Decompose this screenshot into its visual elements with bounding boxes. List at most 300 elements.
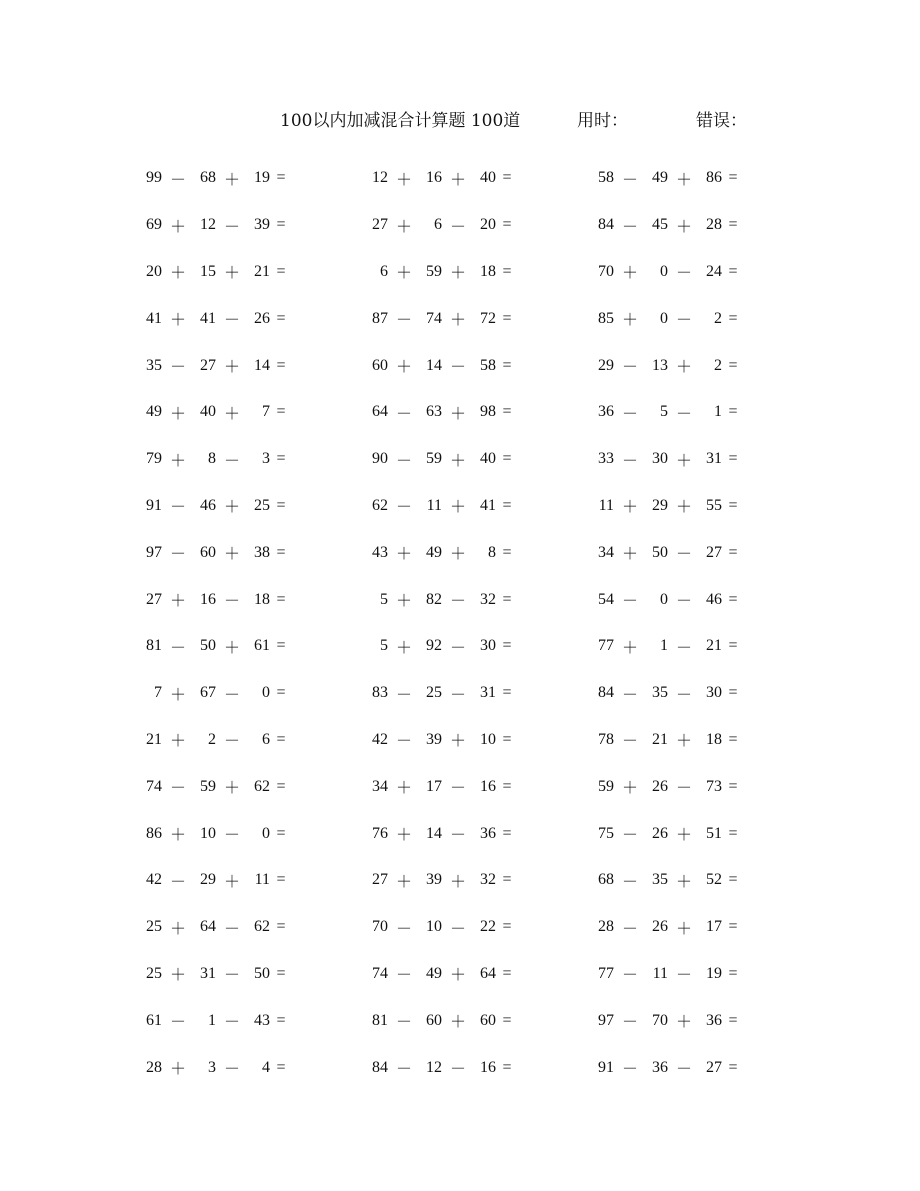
operand-c: 32 [480, 871, 496, 889]
operand-a: 74 [146, 777, 162, 795]
operand-a: 83 [372, 684, 388, 702]
problem-row [140, 951, 340, 998]
operand-b: 39 [426, 871, 442, 889]
operator-2: ＋ [675, 169, 692, 189]
operand-c: 22 [480, 918, 496, 936]
operand-a: 59 [598, 777, 614, 795]
operator-2: － [223, 731, 240, 751]
operator-2: ＋ [223, 778, 240, 798]
problem-row [592, 529, 792, 576]
operand-c: 31 [480, 684, 496, 702]
operator-2: ＋ [675, 731, 692, 751]
operand-c: 30 [480, 637, 496, 655]
operand-a: 33 [598, 450, 614, 468]
problem-row [366, 576, 566, 623]
operand-c: 72 [480, 309, 496, 327]
equals-sign: = [728, 450, 738, 468]
equals-sign: = [502, 169, 512, 187]
problem-row [140, 529, 340, 576]
equals-sign: = [728, 590, 738, 608]
operand-b: 11 [426, 496, 442, 514]
operator-1: － [621, 169, 638, 189]
problem-row [366, 904, 566, 951]
operator-1: ＋ [395, 871, 412, 891]
equals-sign: = [728, 356, 738, 374]
operator-2: － [675, 544, 692, 564]
operand-a: 87 [372, 309, 388, 327]
operator-2: － [223, 918, 240, 938]
operator-1: ＋ [169, 825, 186, 845]
operator-1: ＋ [621, 310, 638, 330]
equals-sign: = [502, 309, 512, 327]
operand-a: 76 [372, 824, 388, 842]
operator-1: － [621, 731, 638, 751]
operator-2: ＋ [675, 216, 692, 236]
operator-2: ＋ [449, 310, 466, 330]
problem-row [592, 576, 792, 623]
problem-row [592, 951, 792, 998]
equals-sign: = [276, 824, 286, 842]
operand-a: 68 [598, 871, 614, 889]
problem-row [592, 857, 792, 904]
error-label: 错误： [696, 111, 747, 131]
operand-c: 86 [706, 169, 722, 187]
operand-b: 3 [208, 1058, 216, 1076]
operand-a: 28 [598, 918, 614, 936]
problem-row [592, 389, 792, 436]
operand-c: 58 [480, 356, 496, 374]
operand-a: 25 [146, 918, 162, 936]
equals-sign: = [276, 918, 286, 936]
operand-a: 34 [598, 543, 614, 561]
operand-b: 74 [426, 309, 442, 327]
problem-row [592, 483, 792, 530]
operand-b: 14 [426, 356, 442, 374]
operand-b: 64 [200, 918, 216, 936]
operand-a: 21 [146, 730, 162, 748]
problem-row [140, 1044, 340, 1091]
equals-sign: = [276, 684, 286, 702]
operand-a: 27 [372, 871, 388, 889]
problem-row [140, 670, 340, 717]
operator-2: ＋ [449, 263, 466, 283]
operator-2: － [449, 1059, 466, 1079]
operand-b: 10 [426, 918, 442, 936]
problem-row [140, 155, 340, 202]
operator-2: － [675, 263, 692, 283]
operand-a: 42 [146, 871, 162, 889]
equals-sign: = [502, 450, 512, 468]
operator-2: － [223, 965, 240, 985]
equals-sign: = [276, 356, 286, 374]
operand-b: 35 [652, 871, 668, 889]
operand-b: 68 [200, 169, 216, 187]
operand-c: 43 [254, 1011, 270, 1029]
operator-2: － [223, 216, 240, 236]
operand-c: 2 [714, 356, 722, 374]
operand-a: 61 [146, 1011, 162, 1029]
equals-sign: = [502, 730, 512, 748]
operator-2: － [449, 918, 466, 938]
operator-2: ＋ [223, 357, 240, 377]
operand-b: 41 [200, 309, 216, 327]
operand-a: 91 [598, 1058, 614, 1076]
equals-sign: = [728, 543, 738, 561]
operand-b: 63 [426, 403, 442, 421]
operator-2: ＋ [223, 871, 240, 891]
problem-row [140, 904, 340, 951]
operand-b: 49 [652, 169, 668, 187]
operator-1: － [395, 731, 412, 751]
operator-2: ＋ [675, 357, 692, 377]
operand-a: 43 [372, 543, 388, 561]
operator-1: － [621, 918, 638, 938]
operand-b: 2 [208, 730, 216, 748]
operand-b: 11 [652, 964, 668, 982]
operator-2: － [675, 1059, 692, 1079]
operator-2: ＋ [675, 1012, 692, 1032]
problem-row [366, 717, 566, 764]
operand-c: 36 [706, 1011, 722, 1029]
operand-b: 35 [652, 684, 668, 702]
operand-c: 38 [254, 543, 270, 561]
operand-b: 10 [200, 824, 216, 842]
operator-2: － [675, 778, 692, 798]
operand-c: 7 [262, 403, 270, 421]
operator-2: ＋ [449, 450, 466, 470]
operator-2: ＋ [675, 450, 692, 470]
operand-a: 29 [598, 356, 614, 374]
operator-1: － [621, 871, 638, 891]
operand-b: 17 [426, 777, 442, 795]
operand-b: 27 [200, 356, 216, 374]
operand-c: 0 [262, 684, 270, 702]
operand-b: 26 [652, 777, 668, 795]
operand-c: 36 [480, 824, 496, 842]
operand-a: 78 [598, 730, 614, 748]
operator-1: － [169, 871, 186, 891]
operator-2: － [675, 310, 692, 330]
operand-a: 81 [146, 637, 162, 655]
operator-2: ＋ [223, 169, 240, 189]
operand-b: 70 [652, 1011, 668, 1029]
operator-2: － [449, 357, 466, 377]
equals-sign: = [502, 543, 512, 561]
equals-sign: = [276, 1058, 286, 1076]
problem-row [366, 202, 566, 249]
problem-row [592, 670, 792, 717]
operand-a: 97 [598, 1011, 614, 1029]
equals-sign: = [502, 356, 512, 374]
operand-a: 35 [146, 356, 162, 374]
equals-sign: = [728, 496, 738, 514]
operand-c: 55 [706, 496, 722, 514]
equals-sign: = [276, 169, 286, 187]
operator-1: － [169, 1012, 186, 1032]
equals-sign: = [728, 216, 738, 234]
operand-a: 77 [598, 637, 614, 655]
problem-row [366, 997, 566, 1044]
operand-c: 60 [480, 1011, 496, 1029]
operand-b: 45 [652, 216, 668, 234]
operator-2: － [449, 216, 466, 236]
operator-2: － [223, 450, 240, 470]
problem-row [140, 483, 340, 530]
equals-sign: = [502, 590, 512, 608]
operand-a: 90 [372, 450, 388, 468]
operand-a: 34 [372, 777, 388, 795]
operator-1: ＋ [621, 778, 638, 798]
equals-sign: = [276, 450, 286, 468]
operand-c: 32 [480, 590, 496, 608]
operand-b: 40 [200, 403, 216, 421]
operand-a: 84 [598, 684, 614, 702]
operand-c: 98 [480, 403, 496, 421]
operand-c: 27 [706, 1058, 722, 1076]
operand-b: 1 [208, 1011, 216, 1029]
operator-1: － [621, 825, 638, 845]
operand-c: 64 [480, 964, 496, 982]
equals-sign: = [276, 543, 286, 561]
operator-1: － [621, 591, 638, 611]
equals-sign: = [728, 730, 738, 748]
operand-b: 12 [200, 216, 216, 234]
equals-sign: = [276, 964, 286, 982]
operand-a: 27 [146, 590, 162, 608]
operand-b: 36 [652, 1058, 668, 1076]
operator-1: ＋ [169, 1059, 186, 1079]
operator-1: ＋ [395, 591, 412, 611]
operand-c: 2 [714, 309, 722, 327]
problem-row [592, 436, 792, 483]
operand-c: 62 [254, 777, 270, 795]
problem-row [140, 436, 340, 483]
operator-2: ＋ [449, 169, 466, 189]
operand-c: 4 [262, 1058, 270, 1076]
equals-sign: = [276, 777, 286, 795]
operator-1: ＋ [395, 357, 412, 377]
operand-b: 59 [426, 450, 442, 468]
problem-row [366, 623, 566, 670]
operand-a: 91 [146, 496, 162, 514]
problem-column-1 [140, 155, 340, 1091]
operand-c: 39 [254, 216, 270, 234]
equals-sign: = [276, 309, 286, 327]
equals-sign: = [276, 1011, 286, 1029]
operand-a: 20 [146, 262, 162, 280]
equals-sign: = [502, 1011, 512, 1029]
problem-row [592, 342, 792, 389]
operator-1: ＋ [169, 684, 186, 704]
operand-b: 46 [200, 496, 216, 514]
equals-sign: = [502, 637, 512, 655]
operand-b: 60 [426, 1011, 442, 1029]
operator-2: ＋ [449, 871, 466, 891]
operand-b: 67 [200, 684, 216, 702]
operator-1: － [621, 1012, 638, 1032]
worksheet-title: 100以内加减混合计算题 100道 [280, 111, 521, 131]
operator-1: ＋ [395, 169, 412, 189]
problem-row [140, 389, 340, 436]
operand-a: 7 [154, 684, 162, 702]
operator-1: ＋ [169, 216, 186, 236]
equals-sign: = [502, 496, 512, 514]
operator-2: ＋ [223, 544, 240, 564]
operand-c: 27 [706, 543, 722, 561]
operator-1: － [169, 357, 186, 377]
problem-row [366, 483, 566, 530]
operator-1: － [621, 450, 638, 470]
problem-column-2 [366, 155, 566, 1091]
operator-1: － [169, 637, 186, 657]
operand-a: 54 [598, 590, 614, 608]
operator-2: ＋ [449, 497, 466, 517]
problem-row [140, 997, 340, 1044]
problem-row [592, 1044, 792, 1091]
operand-a: 5 [380, 590, 388, 608]
problem-row [140, 623, 340, 670]
operand-a: 85 [598, 309, 614, 327]
operator-2: － [675, 684, 692, 704]
equals-sign: = [502, 871, 512, 889]
operator-1: － [395, 403, 412, 423]
equals-sign: = [728, 309, 738, 327]
operand-a: 27 [372, 216, 388, 234]
equals-sign: = [728, 777, 738, 795]
operand-a: 41 [146, 309, 162, 327]
operand-b: 6 [434, 216, 442, 234]
operand-b: 29 [652, 496, 668, 514]
problem-row [592, 997, 792, 1044]
operator-2: － [675, 591, 692, 611]
operand-a: 70 [598, 262, 614, 280]
operand-b: 50 [200, 637, 216, 655]
operand-a: 6 [380, 262, 388, 280]
operator-2: － [223, 684, 240, 704]
operator-2: ＋ [675, 918, 692, 938]
operand-b: 26 [652, 918, 668, 936]
operand-b: 14 [426, 824, 442, 842]
operand-c: 18 [254, 590, 270, 608]
operand-c: 31 [706, 450, 722, 468]
operator-2: ＋ [449, 731, 466, 751]
operand-b: 59 [200, 777, 216, 795]
operand-c: 0 [262, 824, 270, 842]
problem-row [366, 670, 566, 717]
operand-a: 79 [146, 450, 162, 468]
equals-sign: = [276, 496, 286, 514]
operator-2: ＋ [223, 497, 240, 517]
operator-1: － [169, 169, 186, 189]
problem-row [366, 295, 566, 342]
equals-sign: = [728, 169, 738, 187]
operator-1: － [621, 965, 638, 985]
equals-sign: = [728, 637, 738, 655]
operand-b: 0 [660, 309, 668, 327]
operator-1: ＋ [395, 637, 412, 657]
operand-c: 62 [254, 918, 270, 936]
operand-c: 14 [254, 356, 270, 374]
problem-row [592, 155, 792, 202]
operator-2: － [675, 965, 692, 985]
equals-sign: = [728, 403, 738, 421]
operator-1: ＋ [621, 263, 638, 283]
operand-c: 20 [480, 216, 496, 234]
operand-b: 8 [208, 450, 216, 468]
operator-1: ＋ [169, 263, 186, 283]
operand-c: 51 [706, 824, 722, 842]
operator-1: － [395, 450, 412, 470]
operator-2: － [223, 591, 240, 611]
problem-row [366, 763, 566, 810]
operator-2: ＋ [449, 1012, 466, 1032]
operator-1: ＋ [621, 544, 638, 564]
problem-row [140, 342, 340, 389]
equals-sign: = [276, 216, 286, 234]
problem-row [140, 810, 340, 857]
operand-c: 6 [262, 730, 270, 748]
operand-c: 17 [706, 918, 722, 936]
operator-2: － [449, 591, 466, 611]
operator-1: ＋ [621, 637, 638, 657]
operand-c: 8 [488, 543, 496, 561]
operand-b: 30 [652, 450, 668, 468]
operand-a: 62 [372, 496, 388, 514]
operand-b: 12 [426, 1058, 442, 1076]
equals-sign: = [728, 262, 738, 280]
operand-a: 11 [598, 496, 614, 514]
operator-2: － [449, 825, 466, 845]
problem-row [366, 389, 566, 436]
operator-2: － [449, 778, 466, 798]
operator-1: － [395, 497, 412, 517]
operator-1: ＋ [395, 263, 412, 283]
operator-1: ＋ [169, 450, 186, 470]
operator-1: － [169, 497, 186, 517]
operand-a: 97 [146, 543, 162, 561]
equals-sign: = [276, 730, 286, 748]
operand-c: 21 [706, 637, 722, 655]
operand-b: 1 [660, 637, 668, 655]
equals-sign: = [728, 918, 738, 936]
operand-b: 39 [426, 730, 442, 748]
equals-sign: = [276, 637, 286, 655]
equals-sign: = [728, 1058, 738, 1076]
problem-row [140, 857, 340, 904]
operand-b: 49 [426, 543, 442, 561]
operator-1: － [621, 684, 638, 704]
operator-1: ＋ [169, 731, 186, 751]
problem-row [140, 295, 340, 342]
operand-a: 58 [598, 169, 614, 187]
operand-b: 5 [660, 403, 668, 421]
operand-a: 64 [372, 403, 388, 421]
operand-a: 70 [372, 918, 388, 936]
operand-b: 59 [426, 262, 442, 280]
operand-b: 25 [426, 684, 442, 702]
problem-row [140, 763, 340, 810]
equals-sign: = [502, 684, 512, 702]
problem-row [366, 1044, 566, 1091]
operand-b: 26 [652, 824, 668, 842]
operand-c: 21 [254, 262, 270, 280]
operand-c: 16 [480, 1058, 496, 1076]
operand-b: 82 [426, 590, 442, 608]
operator-2: － [675, 403, 692, 423]
operand-a: 5 [380, 637, 388, 655]
operator-2: ＋ [675, 871, 692, 891]
problem-row [592, 249, 792, 296]
